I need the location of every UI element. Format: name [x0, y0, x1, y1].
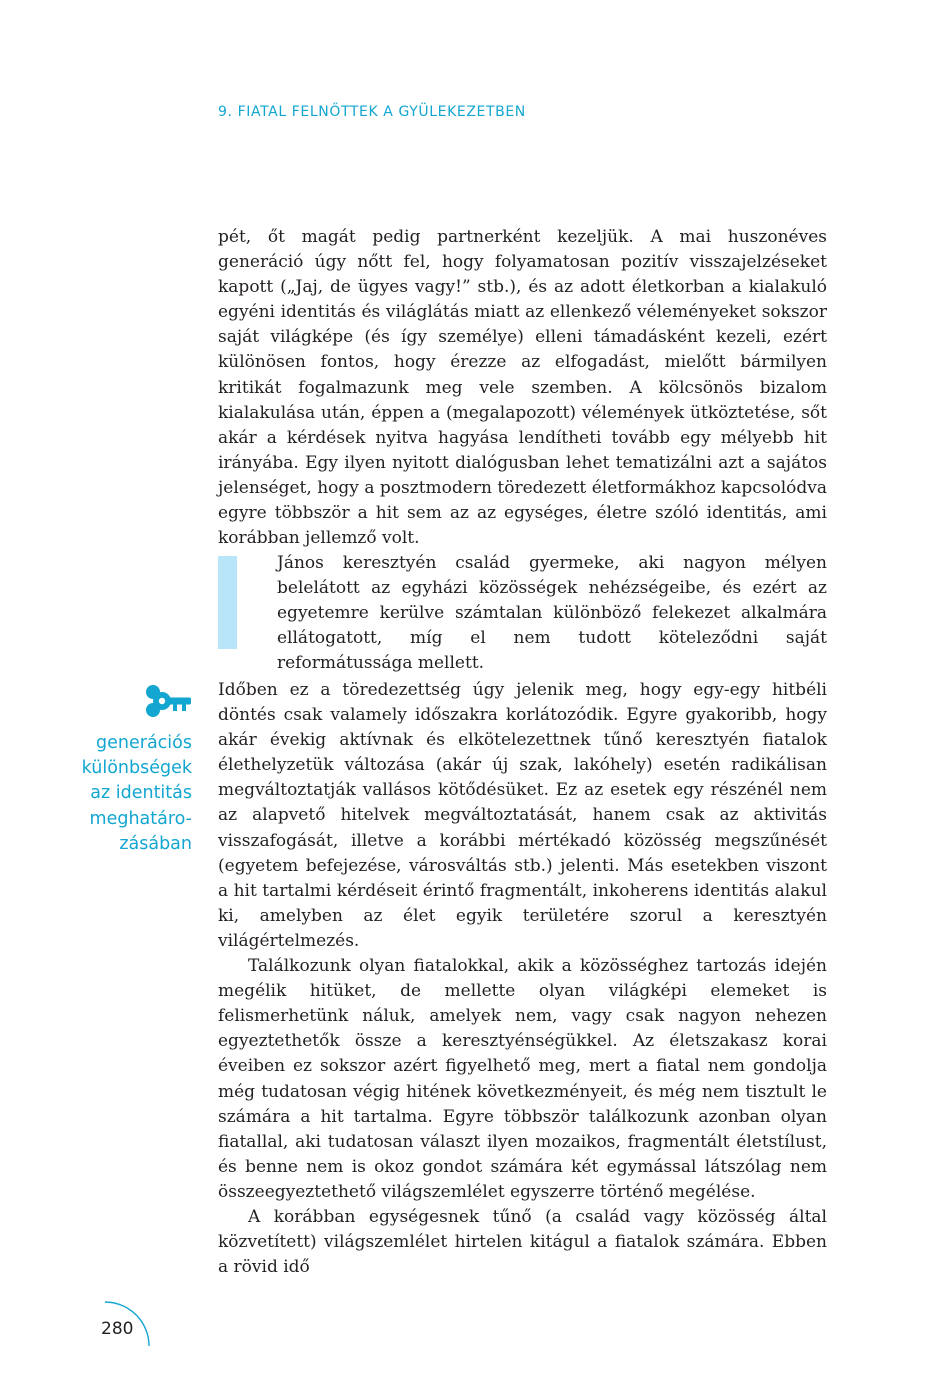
paragraph-text: pét, őt magát pedig partnerként kezeljük. A mai huszonéves generáció úgy nőtt fel, hogy folyamatosan pozitív visszajelzéseket kapott („Jaj, de ügyes vagy!” stb.), és az adott életkorban a kialakuló egyéni identitás és világlátás miatt az ellenkező véleményeket sokszor saját világképe (és így személye) elleni támadásként kezeli, ezért különösen fontos, hogy érezze az elfogadást, mielőtt bármilyen kritikát fogalmazunk meg vele szemben. A kölcsönös bizalom kialakulása után, éppen a (megalapozott) vélemények ütköztetése, sőt akár a kérdések nyitva hagyása lendítheti tovább egy mélyebb hit irányába. Egy ilyen nyitott dialógusban lehet tematizálni azt a sajátos jelenséget, hogy a posztmodern töredezett életformákhoz kapcsolódva egyre többször a hit sem az az egységes, életre szóló identitás, ami korábban jellemző volt.	[218, 227, 827, 549]
page-number: 280	[101, 1319, 134, 1339]
margin-note-line: különbségek	[81, 758, 192, 779]
margin-note-line: generációs	[96, 733, 192, 753]
paragraph-text: Időben ez a töredezettség úgy jelenik meg, hogy egy-egy hitbéli döntés csak valamely időszakra korlátozódik. Egyre gyakoribb, hogy akár évekig aktívnak és elkötelezettnek tűnő keresztyén fiatalok élethelyzetük változása (akár új szak, lakóhely) esetén radikálisan megváltoztatják vallásos kötődésüket. Ez az esetek egy részénél nem az alapvető hitelvek megváltoztatását, hanem csak az aktivitás visszafogását, illetve a korábbi mértékadó közösség megszűnését (egyetem befejezése, városváltás stb.) jelenti. Más esetekben viszont a hit tartalmi kérdéseit érintő fragmentált, inkoherens identitás alakul ki, amelyben az élet egyik területére szorul a keresztyén világértelmezés.	[218, 680, 827, 951]
margin-note-line: meghatáro-	[89, 808, 192, 829]
body-section	[218, 678, 827, 1280]
key-icon	[142, 682, 192, 720]
paragraph-text: A korábban egységesnek tűnő (a család vagy közösség által közvetített) világszemlélet hirtelen kitágul a fiatalok számára. Ebben a rövid idő	[218, 1206, 827, 1278]
margin-note-line: zásában	[119, 833, 192, 854]
case-example-quote: János keresztyén család gyermeke, aki nagyon mélyen belelátott az egyházi közösségek nehézségeibe, és ezért az egyetemre kerülve számtalan különböző felekezet alkalmára ellátogatott, míg el nem tudott köteleződni saját reformátussága mellett.	[277, 553, 827, 674]
margin-note-line: az identitás	[90, 783, 192, 804]
body-paragraph	[218, 225, 827, 551]
running-header: 9. FIATAL FELNŐTTEK A GYÜLEKEZETBEN	[218, 104, 526, 120]
margin-note	[40, 731, 192, 857]
paragraph-text: Találkozunk olyan fiatalokkal, akik a közösséghez tartozás idején megélik hitüket, de mellette olyan világképi elemeket is felismerhetünk náluk, amelyek nem, vagy csak nagyon nehezen egyeztethetők össze a keresztyénségükkel. Az életszakasz korai éveiben ez sokszor azért figyelhető meg, mert a fiatal nem gondolja még tudatosan végig hitének következményeit, és még nem tisztult le számára a hit tartalma. Egyre többször találkozunk azonban olyan fiatallal, aki tudatosan választ ilyen mozaikos, fragmentált életstílust, és benne nem is okoz gondot számára két egymással látszólag nem összeegyeztethető világszemlélet egyszerre történő megélése.	[218, 956, 827, 1202]
quote-accent-bar	[218, 556, 237, 649]
